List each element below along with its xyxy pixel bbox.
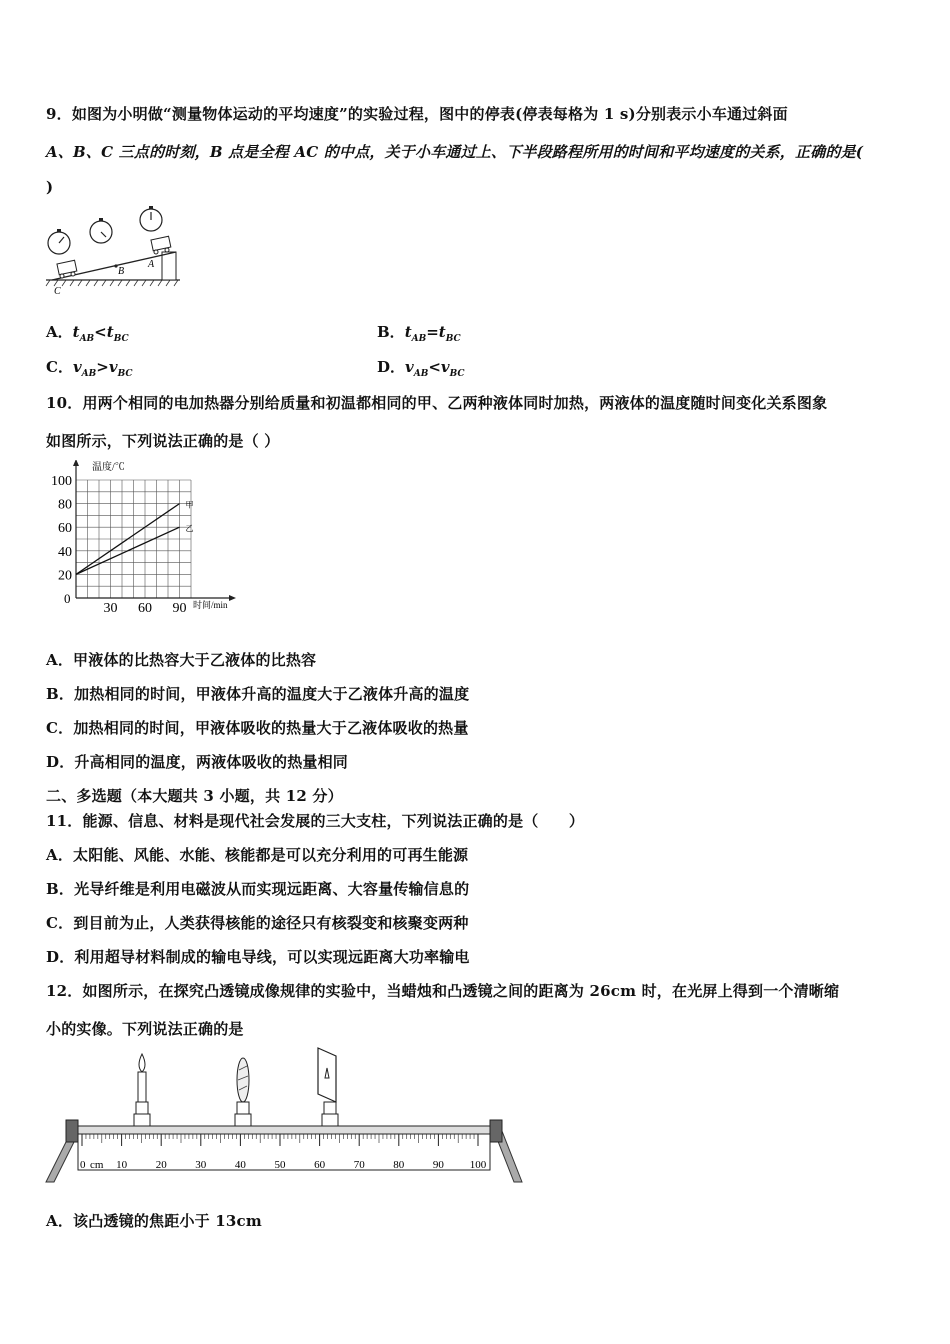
y-tick-label: 100 <box>51 474 72 489</box>
section-heading: 二、多选题（本大题共 3 小题，共 12 分） <box>46 787 343 805</box>
optical-bench-figure <box>40 1042 530 1192</box>
series-label-yi: 乙 <box>185 524 194 534</box>
label-b: B <box>118 266 125 277</box>
stopwatch-a-icon <box>140 206 162 231</box>
x-tick-label: 60 <box>138 601 152 616</box>
ruler-tick-label: 40 <box>234 1159 246 1171</box>
q11-option-d: D．利用超导材料制成的输电导线，可以实现远距离大功率输电 <box>46 948 470 966</box>
ruler-tick-label: 80 <box>393 1159 405 1171</box>
x-tick-label: 30 <box>103 601 118 616</box>
car-bottom <box>57 260 77 278</box>
y-axis-arrow-icon <box>73 460 79 466</box>
temperature-time-chart <box>40 460 245 620</box>
ruler-tick-label: 90 <box>432 1159 444 1171</box>
convex-lens-icon <box>235 1058 251 1126</box>
q11-option-a: A．太阳能、风能、水能、核能都是可以充分利用的可再生能源 <box>46 846 469 864</box>
q9-stem-line2: A、B、C 三点的时刻，B 点是全程 AC 的中点，关于小车通过上、下半段路程所用的时间和平均速度的关系，正确的是( <box>46 143 864 161</box>
ruler-tick-label: 100 <box>469 1159 487 1171</box>
x-axis-arrow-icon <box>229 595 236 601</box>
ruler-origin-label: 0 <box>80 1159 86 1171</box>
bench-left-end <box>66 1120 78 1142</box>
q10-option-d: D．升高相同的温度，两液体吸收的热量相同 <box>46 753 349 771</box>
q12-stem-line1: 12．如图所示，在探究凸透镜成像规律的实验中，当蜡烛和凸透镜之间的距离为 26cm 时，在光屏上得到一个清晰缩 <box>46 982 840 1000</box>
q10-option-b: B．加热相同的时间，甲液体升高的温度大于乙液体升高的温度 <box>46 685 470 703</box>
q10-option-a: A．甲液体的比热容大于乙液体的比热容 <box>46 651 317 669</box>
q12-stem-line2: 小的实像。下列说法正确的是 <box>46 1020 244 1038</box>
q11-option-c: C．到目前为止，人类获得核能的途径只有核裂变和核聚变两种 <box>46 914 469 932</box>
ruler-tick-label: 60 <box>314 1159 326 1171</box>
stopwatch-b-icon <box>90 218 112 243</box>
light-screen-icon <box>318 1048 338 1126</box>
y-tick-label: 20 <box>58 568 72 584</box>
chart-y-axis-label: 温度/℃ <box>92 462 125 473</box>
series-label-jia: 甲 <box>185 500 194 510</box>
y-tick-label: 80 <box>58 497 72 513</box>
q10-stem-line2: 如图所示，下列说法正确的是（ ） <box>46 432 280 450</box>
candle-icon <box>134 1054 150 1126</box>
bench-rail <box>78 1126 490 1134</box>
ruler-tick-label: 70 <box>353 1159 365 1171</box>
label-c: C <box>54 286 61 297</box>
label-a: A <box>148 259 155 270</box>
q11-stem: 11．能源、信息、材料是现代社会发展的三大支柱，下列说法正确的是（ ） <box>46 812 585 830</box>
car-top <box>151 236 171 254</box>
q9-option-b: B．$t_{AB}=t_{BC}$ <box>377 323 461 344</box>
stopwatch-c-icon <box>48 229 70 254</box>
ruler-unit-label: cm <box>90 1159 104 1171</box>
ruler-tick-label: 10 <box>116 1159 128 1171</box>
ruler-tick-label: 50 <box>274 1159 286 1171</box>
q9-incline-figure <box>40 200 200 300</box>
q9-stem-line3: ) <box>46 178 54 196</box>
chart-x-axis-label: 时间/min <box>193 600 228 610</box>
bench-right-end <box>490 1120 502 1142</box>
y-tick-label: 40 <box>58 544 72 560</box>
ruler-tick-label: 30 <box>195 1159 207 1171</box>
q12-option-a: A．该凸透镜的焦距小于 13cm <box>46 1212 262 1230</box>
q9-option-a: A．$t_{AB}<t_{BC}$ <box>46 323 129 344</box>
q10-stem-line1: 10．用两个相同的电加热器分别给质量和初温都相同的甲、乙两种液体同时加热，两液体的温度随时间变化关系图象 <box>46 394 828 412</box>
q10-option-c: C．加热相同的时间，甲液体吸收的热量大于乙液体吸收的热量 <box>46 719 469 737</box>
q9-option-c: C．$v_{AB}>v_{BC}$ <box>46 358 133 379</box>
q9-stem-line1: 9．如图为小明做“测量物体运动的平均速度”的实验过程，图中的停表(停表每格为 1 s)分别表示小车通过斜面 <box>46 105 788 123</box>
y-tick-label: 60 <box>58 521 72 537</box>
ruler-tick-label: 20 <box>155 1159 167 1171</box>
x-tick-label: 90 <box>172 601 187 616</box>
chart-origin-label: 0 <box>64 591 71 606</box>
q9-option-d: D．$v_{AB}<v_{BC}$ <box>377 358 465 379</box>
q11-option-b: B．光导纤维是利用电磁波从而实现远距离、大容量传输信息的 <box>46 880 470 898</box>
chart-grid <box>76 480 191 598</box>
